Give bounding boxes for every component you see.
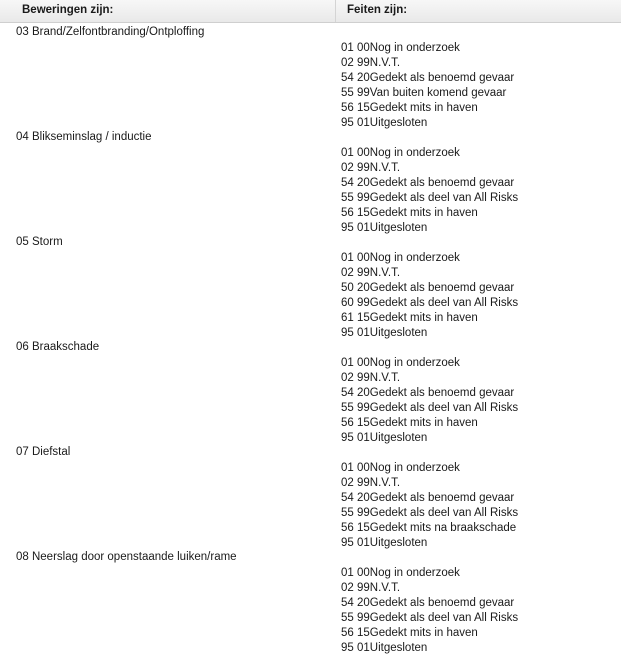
fact-item: 55 99Gedekt als deel van All Risks: [341, 402, 519, 414]
fact-item: 56 15Gedekt mits in haven: [341, 417, 478, 429]
fact-item: 60 99Gedekt als deel van All Risks: [341, 297, 519, 309]
claim-group: [0, 23, 621, 128]
claim-group: [0, 233, 621, 338]
fact-item: 95 01Uitgesloten: [341, 642, 428, 654]
fact-item: 54 20Gedekt als benoemd gevaar: [341, 492, 515, 504]
fact-item: 02 99N.V.T.: [341, 477, 401, 489]
claim-group: [0, 338, 621, 443]
fact-item: 56 15Gedekt mits in haven: [341, 627, 478, 639]
claim-label: 08 Neerslag door openstaande luiken/rame: [16, 551, 237, 563]
fact-item: 56 15Gedekt mits na braakschade: [341, 522, 517, 534]
fact-item: 95 01Uitgesloten: [341, 537, 428, 549]
claim-label: 06 Braakschade: [16, 341, 100, 353]
header-facts: Feiten zijn:: [347, 4, 408, 16]
fact-list: [341, 251, 518, 341]
fact-item: 55 99Van buiten komend gevaar: [341, 87, 507, 99]
fact-item: 54 20Gedekt als benoemd gevaar: [341, 177, 515, 189]
claim-label: 04 Blikseminslag / inductie: [16, 131, 152, 143]
fact-item: 95 01Uitgesloten: [341, 222, 428, 234]
fact-item: 50 20Gedekt als benoemd gevaar: [341, 282, 515, 294]
fact-item: 02 99N.V.T.: [341, 372, 401, 384]
claim-label: 05 Storm: [16, 236, 63, 248]
fact-item: 01 00Nog in onderzoek: [341, 252, 460, 264]
table-header: [0, 0, 621, 23]
fact-item: 02 99N.V.T.: [341, 162, 401, 174]
claim-label: 03 Brand/Zelfontbranding/Ontploffing: [16, 26, 205, 38]
fact-item: 02 99N.V.T.: [341, 267, 401, 279]
fact-item: 01 00Nog in onderzoek: [341, 462, 460, 474]
fact-item: 01 00Nog in onderzoek: [341, 147, 460, 159]
fact-item: 61 15Gedekt mits in haven: [341, 312, 478, 324]
fact-item: 55 99Gedekt als deel van All Risks: [341, 612, 519, 624]
fact-item: 95 01Uitgesloten: [341, 432, 428, 444]
fact-item: 54 20Gedekt als benoemd gevaar: [341, 597, 515, 609]
claim-group: [0, 548, 621, 653]
fact-item: 02 99N.V.T.: [341, 582, 401, 594]
fact-item: 56 15Gedekt mits in haven: [341, 207, 478, 219]
fact-item: 01 00Nog in onderzoek: [341, 42, 460, 54]
claim-group: [0, 443, 621, 548]
fact-list: [341, 566, 518, 656]
fact-item: 56 15Gedekt mits in haven: [341, 102, 478, 114]
fact-item: 95 01Uitgesloten: [341, 327, 428, 339]
fact-list: [341, 356, 518, 446]
fact-item: 01 00Nog in onderzoek: [341, 357, 460, 369]
fact-item: 95 01Uitgesloten: [341, 117, 428, 129]
fact-list: [341, 461, 518, 551]
claim-label: 07 Diefstal: [16, 446, 71, 458]
header-divider: [335, 0, 336, 22]
fact-item: 02 99N.V.T.: [341, 57, 401, 69]
fact-item: 54 20Gedekt als benoemd gevaar: [341, 72, 515, 84]
header-claims: Beweringen zijn:: [22, 4, 114, 16]
fact-item: 55 99Gedekt als deel van All Risks: [341, 507, 519, 519]
fact-item: 01 00Nog in onderzoek: [341, 567, 460, 579]
fact-item: 54 20Gedekt als benoemd gevaar: [341, 387, 515, 399]
fact-list: [341, 41, 514, 131]
fact-list: [341, 146, 518, 236]
claim-group: [0, 128, 621, 233]
fact-item: 55 99Gedekt als deel van All Risks: [341, 192, 519, 204]
